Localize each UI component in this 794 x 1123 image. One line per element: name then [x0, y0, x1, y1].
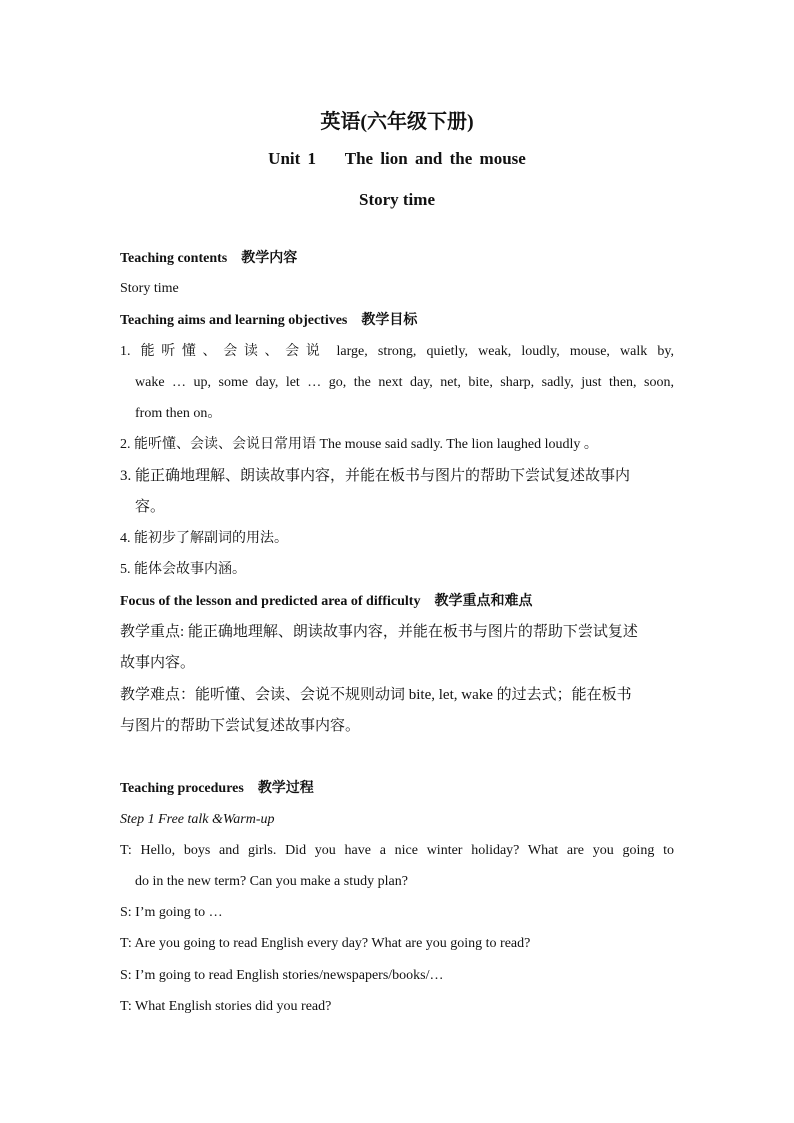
contents-text: Story time [120, 281, 179, 296]
procedures-heading [120, 778, 674, 799]
procedures-heading-zh: 教学过程 [257, 780, 314, 796]
dialogue-line-4: S: I’m going to read English stories/newspapers/books/… [120, 968, 444, 983]
key-point-line-2: 故事内容。 [120, 655, 196, 671]
aim-item-4: 4. 能初步了解副词的用法。 [120, 531, 288, 546]
aim-item-1-line-1: 1. 能听懂、会读、会说 large, strong, quietly, weak, loudly, mouse, walk by, [120, 344, 674, 359]
key-point-line-1: 教学重点: 能正确地理解、朗读故事内容，并能在板书与图片的帮助下尝试复述 [120, 624, 638, 640]
contents-heading [120, 248, 674, 269]
dialogue-line-1b: do in the new term? Can you make a study plan? [135, 874, 408, 889]
dialogue-line-5: T: What English stories did you read? [120, 999, 332, 1014]
aim-item-5: 5. 能体会故事内涵。 [120, 562, 246, 577]
aim-item-1-line-3: from then on。 [135, 406, 222, 421]
aims-heading-en: Teaching aims and learning objectives [120, 313, 348, 328]
difficulty-line-2: 与图片的帮助下尝试复述故事内容。 [120, 718, 361, 734]
document-title: 英语(六年级下册) [320, 111, 474, 133]
dialogue-line-3: T: Are you going to read English every day? What are you going to read? [120, 936, 531, 951]
aim-item-2: 2. 能听懂、会读、会说日常用语 The mouse said sadly. The lion laughed loudly 。 [120, 437, 598, 452]
focus-heading-en: Focus of the lesson and predicted area of difficulty [120, 594, 421, 609]
aims-heading [120, 310, 674, 331]
focus-heading-zh: 教学重点和难点 [434, 593, 533, 609]
procedures-heading-en: Teaching procedures [120, 781, 244, 796]
section-title: Story time [358, 190, 435, 209]
aims-heading-zh: 教学目标 [361, 312, 418, 328]
step-1-heading: Step 1 Free talk &Warm-up [120, 812, 275, 827]
aim-item-1-line-2: wake … up, some day, let … go, the next day, net, bite, sharp, sadly, just then, soon, [135, 375, 674, 390]
contents-heading-en: Teaching contents [120, 251, 228, 266]
difficulty-line-1: 教学难点：能听懂、会读、会说不规则动词 bite, let, wake 的过去式；能在板书 [120, 687, 632, 703]
aim-item-3-line-1: 3. 能正确地理解、朗读故事内容，并能在板书与图片的帮助下尝试复述故事内 [120, 468, 631, 484]
unit-title: Unit 1 The lion and the mouse [268, 149, 526, 168]
contents-heading-zh: 教学内容 [241, 250, 298, 266]
focus-heading [120, 591, 674, 612]
aim-item-3-line-2: 容。 [135, 499, 166, 515]
dialogue-line-1a: T: Hello, boys and girls. Did you have a nice winter holiday? What are you going to [120, 843, 674, 858]
dialogue-line-2: S: I’m going to … [120, 905, 223, 920]
